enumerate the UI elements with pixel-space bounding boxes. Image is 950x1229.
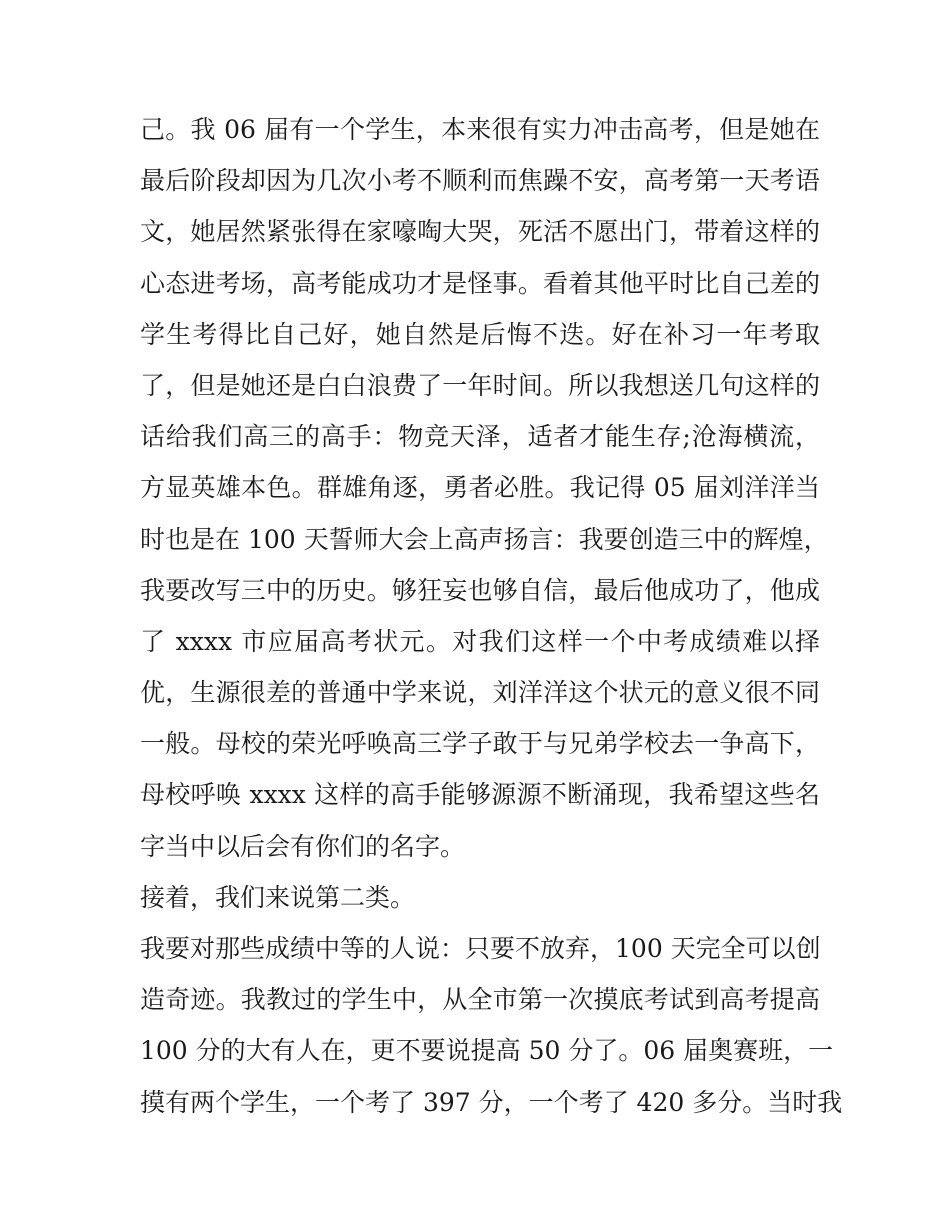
text-line: 接着，我们来说第二类。 [140, 882, 416, 912]
body-text [140, 104, 843, 1128]
text-line: 时也是在 100 天誓师大会上高声扬言：我要创造三中的辉煌， [140, 524, 829, 554]
text-line: 己。我 06 届有一个学生，本来很有实力冲击高考，但是她在 [140, 115, 820, 144]
text-line: 优，生源很差的普通中学来说，刘洋洋这个状元的意义很不同 [140, 678, 820, 708]
text-line: 一般。母校的荣光呼唤高三学子敢于与兄弟学校去一争高下， [140, 729, 820, 759]
text-line: 文，她居然紧张得在家嚎啕大哭，死活不愿出门，带着这样的 [140, 217, 820, 247]
text-line: 摸有两个学生，一个考了 397 分，一个考了 420 多分。当时我 [140, 1087, 843, 1117]
text-line: 了 xxxx 市应届高考状元。对我们这样一个中考成绩难以择 [140, 626, 820, 656]
text-line: 母校呼唤 xxxx 这样的高手能够源源不断涌现，我希望这些名 [140, 780, 820, 810]
text-line: 学生考得比自己好，她自然是后悔不迭。好在补习一年考取 [140, 319, 820, 349]
text-line: 最后阶段却因为几次小考不顺利而焦躁不安，高考第一天考语 [140, 166, 820, 196]
text-line: 100 分的大有人在，更不要说提高 50 分了。06 届奥赛班，一 [140, 1036, 834, 1066]
text-line: 我要改写三中的历史。够狂妄也够自信，最后他成功了，他成 [140, 575, 820, 605]
text-line: 了，但是她还是白白浪费了一年时间。所以我想送几句这样的 [140, 370, 820, 400]
text-line: 方显英雄本色。群雄角逐，勇者必胜。我记得 05 届刘洋洋当 [140, 473, 820, 503]
text-line: 心态进考场，高考能成功才是怪事。看着其他平时比自己差的 [140, 268, 820, 298]
text-line: 字当中以后会有你们的名字。 [140, 831, 466, 861]
text-line: 造奇迹。我教过的学生中，从全市第一次摸底考试到高考提高 [140, 985, 820, 1015]
text-line: 我要对那些成绩中等的人说：只要不放弃，100 天完全可以创 [140, 934, 821, 963]
text-line: 话给我们高三的高手：物竞天泽，适者才能生存;沧海横流， [140, 422, 820, 452]
